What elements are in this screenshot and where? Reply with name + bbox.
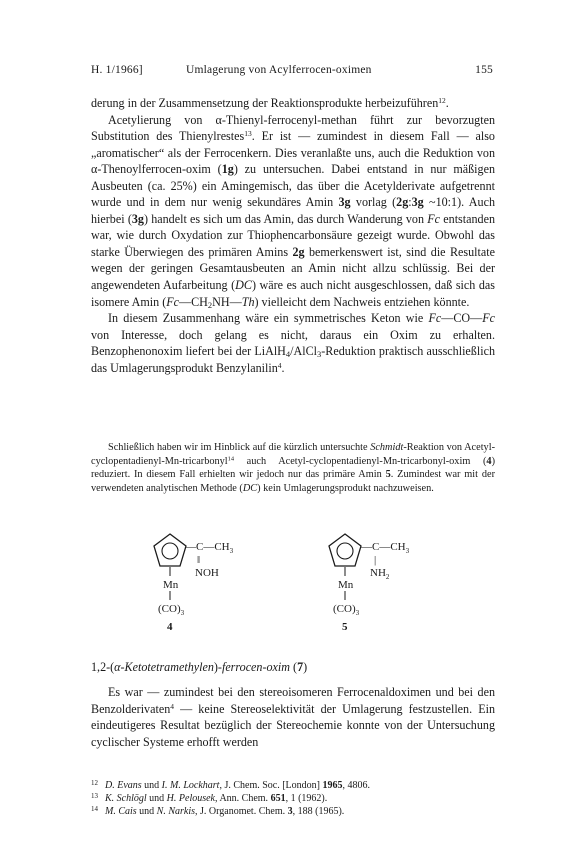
svg-text:(CO)3: $(CO)_3$: [158, 603, 185, 617]
structure-drawing: [150, 530, 410, 640]
footnote-12: 12 D. Evans und I. M. Lockhart, J. Chem. Soc. [London] 1965, 4806.: [91, 779, 370, 791]
paragraph-stereo: Es war — zumindest bei den stereoisomeren Ferrocenaldoximen und bei den Benzolderivaten$^4$ — keine Stereoselektivität der Umlagerung festzustellen. Ein eindeutigeres Resultat bezüglich der Stereochemie konnte von der Untersuchung cyclischer Systeme erhofft werden: [91, 685, 495, 749]
cyclopentadienyl-ring-4: [154, 534, 186, 566]
svg-text:(CO)3: $(CO)_3$: [333, 603, 360, 617]
aromatic-circle-4: [162, 543, 178, 559]
compound-number-4: 4: [167, 621, 173, 633]
structure-4: [154, 534, 234, 633]
footnotes: [91, 779, 495, 818]
manganese-4: Mn: [163, 579, 179, 591]
cyclopentadienyl-ring-5: [329, 534, 361, 566]
main-text-lower: [91, 684, 495, 750]
structure-5: [329, 534, 410, 633]
paragraph-continuation: derung in der Zusammensetzung der Reaktionsprodukte herbeizuführen$^{12}$.: [91, 95, 449, 110]
chemical-structures: [150, 530, 410, 640]
page-number: 155: [475, 64, 493, 76]
running-header: [91, 64, 493, 80]
small-print-paragraph: Schließlich haben wir im Hinblick auf die kürzlich untersuchte Schmidt-Reaktion von Acetyl-cyclopentadienyl-Mn-tricarbonyl$^{14}$ auch Acetyl-cyclopentadienyl-Mn-tricarbonyl-oxim (4) reduziert. In diesem Fall erhielten wir jedoch nur das primäre Amin 5. Zumindest war mit der verwendeten analytischen Methode (DC) kein Umlagerungsprodukt nachzuweisen.: [91, 442, 495, 494]
paragraph-thienyl: Acetylierung von α-Thienyl-ferrocenyl-methan führt zur bevorzugten Substitution des Thienylrestes$^{13}$. Er ist — zumindest in diesem Fall — also „aromatischer“ als der Ferrocenkern. Dies veranlaßte uns, auch die Reduktion von α-Thenoylferrocen-oxim (1g) zu untersuchen. Dabei entstand in nur mäßigen Ausbeuten (ca. 25%) ein Amingemisch, das über die Acetylderivate aufgetrennt wurde und in dem nur wenig sekundäres Amin 3g vorlag (2g:3g ~10:1). Auch hierbei (3g) handelt es sich um das Amin, das durch Wanderung von Fc entstanden war, wie durch Oxydation zur Thiophencarbonsäure gezeigt wurde. Obwohl das starke Überwiegen des primären Amins 2g bemerkenswert ist, sind die Resultate wegen der geringen Gesamtausbeuten an Amin nicht allzu schlüssig. Bei der angewendeten Aufarbeitung (DC) wäre es auch nicht ausgeschlossen, daß sich das isomere Amin $(Fc—CH_2NH—Th)$ vielleicht dem Nachweis entziehen könnte.: [91, 112, 496, 310]
paragraph-ketone: In diesem Zusammenhang wäre ein symmetrisches Keton wie Fc—CO—Fc von Interesse, doch gelang es nicht, daraus ein Oxim zu erhalten. Benzophenonoxim liefert bei der LiAlH$_4$/AlCl$_3$-Reduktion praktisch ausschließlich das Umlagerungsprodukt Benzylanilin$^4$.: [91, 311, 495, 375]
footnote-14: 14 M. Cais und N. Narkis, J. Organomet. Chem. 3, 188 (1965).: [91, 805, 345, 817]
header-issue: H. 1/1966]: [91, 64, 143, 76]
compound-number-5: 5: [342, 621, 348, 633]
main-text-upper: [91, 95, 495, 376]
oxime-group-4: NOH: [195, 567, 219, 579]
header-title: Umlagerung von Acylferrocen-oximen: [186, 64, 372, 76]
svg-text:NH2: $NH_2$: [370, 567, 390, 581]
double-bond-4: ‖: [197, 554, 201, 566]
section-heading: 1,2-(α-Ketotetramethylen)-ferrocen-oxim (7): [91, 660, 308, 674]
single-bond-5: |: [374, 554, 377, 566]
footnote-13: 13 K. Schlögl und H. Pelousek, Ann. Chem. 651, 1 (1962).: [91, 792, 328, 804]
svg-text:—C—CH3: $—C—CH_3$: [185, 541, 234, 555]
manganese-5: Mn: [338, 579, 354, 591]
aromatic-circle-5: [337, 543, 353, 559]
svg-text:—C—CH3: $—C—CH_3$: [361, 541, 410, 555]
